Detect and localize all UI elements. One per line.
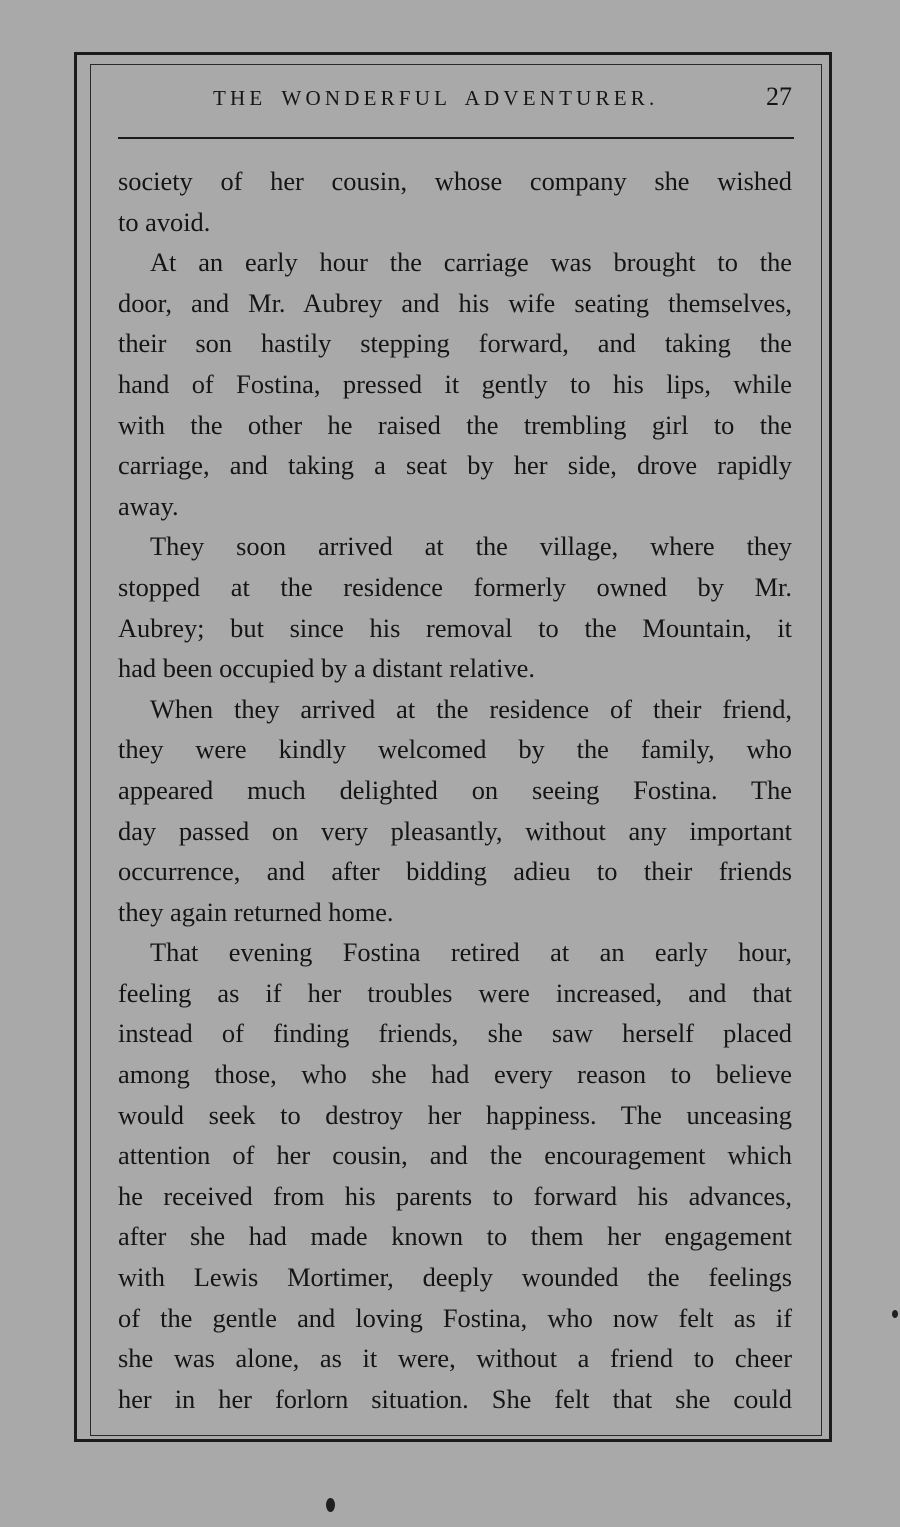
text-line: feeling as if her troubles were increased, and that bbox=[118, 977, 792, 1008]
text-line: occurrence, and after bidding adieu to their friends bbox=[118, 856, 792, 887]
text-line: to avoid. bbox=[118, 206, 211, 237]
text-line: appeared much delighted on seeing Fostina. The bbox=[118, 774, 792, 805]
body-text bbox=[118, 161, 792, 1419]
text-line: they again returned home. bbox=[118, 896, 394, 927]
text-line: carriage, and taking a seat by her side, drove rapidly bbox=[118, 450, 792, 481]
text-line: When they arrived at the residence of their friend, bbox=[150, 693, 792, 724]
running-head: THE WONDERFUL ADVENTURER. bbox=[213, 86, 659, 110]
text-line: among those, who she had every reason to believe bbox=[118, 1059, 792, 1090]
text-line: Aubrey; but since his removal to the Mountain, it bbox=[118, 612, 792, 643]
text-line: with the other he raised the trembling girl to the bbox=[118, 409, 792, 440]
text-line: he received from his parents to forward his advances, bbox=[118, 1180, 792, 1211]
text-line: attention of her cousin, and the encouragement which bbox=[118, 1140, 792, 1171]
page-number: 27 bbox=[766, 82, 792, 111]
text-line: had been occupied by a distant relative. bbox=[118, 653, 535, 684]
text-line: would seek to destroy her happiness. The unceasing bbox=[118, 1099, 792, 1130]
text-line: door, and Mr. Aubrey and his wife seating themselves, bbox=[118, 287, 792, 318]
text-line: At an early hour the carriage was brought to the bbox=[150, 247, 792, 278]
ink-speck bbox=[326, 1498, 335, 1512]
text-line: instead of finding friends, she saw herself placed bbox=[118, 1018, 792, 1049]
text-line: of the gentle and loving Fostina, who now felt as if bbox=[118, 1302, 792, 1333]
text-line: with Lewis Mortimer, deeply wounded the feelings bbox=[118, 1262, 792, 1293]
text-line: their son hastily stepping forward, and taking the bbox=[118, 328, 792, 359]
text-line: after she had made known to them her engagement bbox=[118, 1221, 792, 1252]
page-header bbox=[118, 80, 794, 120]
text-line: That evening Fostina retired at an early hour, bbox=[150, 937, 792, 968]
text-line: stopped at the residence formerly owned by Mr. bbox=[118, 571, 792, 602]
text-line: They soon arrived at the village, where they bbox=[150, 531, 792, 562]
text-line: she was alone, as it were, without a friend to cheer bbox=[118, 1343, 792, 1374]
text-line: her in her forlorn situation. She felt that she could bbox=[118, 1383, 792, 1414]
text-line: society of her cousin, whose company she wished bbox=[118, 166, 792, 196]
text-line: away. bbox=[118, 490, 179, 521]
text-line: they were kindly welcomed by the family, who bbox=[118, 734, 792, 765]
text-line: hand of Fostina, pressed it gently to his lips, while bbox=[118, 368, 792, 399]
header-rule bbox=[118, 137, 794, 139]
ink-speck bbox=[892, 1310, 898, 1318]
text-line: day passed on very pleasantly, without any important bbox=[118, 815, 792, 846]
